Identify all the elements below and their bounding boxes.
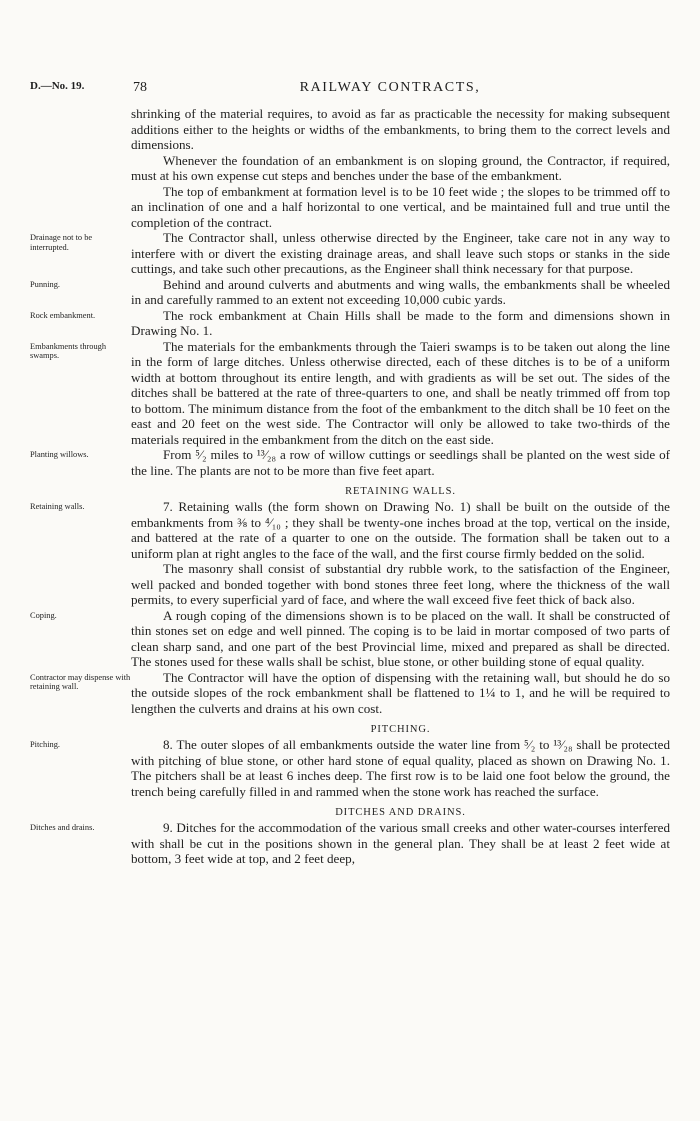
margin-note: Punning. xyxy=(30,279,61,289)
paragraph: 7. Retaining walls (the form shown on Drawing No. 1) shall be built on the outside of the embankments from ⅜ to ⁴⁄₁₀ ; they shall be twenty-one inches broad at the top, vertical on the inside, and battered at the rate of a quarter to one on the outside. The formation shall be taken out to a uniform plan at right angles to the face of the wall, and the first course firmly bedded on the solid. xyxy=(131,499,670,561)
paragraph: 8. The outer slopes of all embankments outside the water line from ⁵⁄₂ to ¹³⁄₂₈ shall be protected with pitching of blue stone, or other hard stone of equal quality, placed as shown on Drawing No. 1. The pitchers shall be at least 6 inches deep. The first row is to be laid one foot below the ground, the trench being carefully filled in and rammed when the stone work has reached the surface. xyxy=(131,737,670,799)
paragraph: 9. Ditches for the accommodation of the various small creeks and other water-courses interfered with shall be cut in the positions shown in the general plan. They shall be at least 2 feet wide at bottom, 3 feet wide at top, and 2 feet deep, xyxy=(131,820,670,866)
margin-note: Coping. xyxy=(30,610,57,620)
paragraph: Behind and around culverts and abutments and wing walls, the embankments shall be wheeled in and carefully rammed to an extent not exceeding 10,000 cubic yards. xyxy=(131,276,670,307)
section-heading: RETAINING WALLS. xyxy=(345,486,456,497)
margin-note: Rock embankment. xyxy=(30,310,96,320)
running-title: RAILWAY CONTRACTS, xyxy=(299,80,481,95)
margin-note: Pitching. xyxy=(30,740,61,749)
paragraph-row xyxy=(30,308,670,339)
paragraph: shrinking of the material requires, to avoid as far as practicable the necessity for making subsequent additions either to the heights or widths of the embankments, to bring them to the correct levels and dimensions. xyxy=(131,106,670,152)
margin-note: Contractor may dispense with retaining wall. xyxy=(30,672,131,692)
page-number: 78 xyxy=(133,80,147,95)
paragraph-row xyxy=(30,447,670,478)
section-heading: PITCHING. xyxy=(370,724,431,735)
paragraph-row xyxy=(30,561,670,608)
margin-note xyxy=(30,561,131,608)
margin-note xyxy=(30,153,131,184)
paragraph: The rock embankment at Chain Hills shall be made to the form and dimensions shown in Drawing No. 1. xyxy=(131,307,670,338)
paragraph-row xyxy=(30,339,670,448)
paragraph: The top of embankment at formation level is to be 10 feet wide ; the slopes to be trimmed off to an inclination of one and a half horizontal to one vertical, and be maintained full and true until the completion of the contract. xyxy=(131,183,670,230)
section-heading: DITCHES AND DRAINS. xyxy=(335,807,466,818)
paragraph-row xyxy=(30,499,670,561)
margin-note: Embankments through swamps. xyxy=(30,341,107,361)
margin-note xyxy=(30,106,131,153)
page-header xyxy=(30,80,670,100)
paragraph: The materials for the embankments through the Taieri swamps is to be taken out along the line in the form of large ditches. Unless otherwise directed, each of these ditches is to be of a uniform width at bottom throughout its entire length, and with gradients as will be set out. The sides of the ditches shall be battered at the rate of three-quarters to one, and shall be neatly trimmed off from top to bottom. The minimum distance from the foot of the embankment to the ditch shall be 10 feet on the east and 20 feet on the west side. The Contractor will only be allowed to take two-thirds of the materials required in the embankment from the ditch on the east side. xyxy=(131,338,670,447)
paragraph-row xyxy=(30,184,670,231)
margin-note: Retaining walls. xyxy=(30,502,85,511)
paragraph: Whenever the foundation of an embankment is on sloping ground, the Contractor, if required, must at his own expense cut steps and benches under the base of the embankment. xyxy=(131,152,670,183)
paragraph: From ⁵⁄₂ miles to ¹³⁄₂₈ a row of willow cuttings or seedlings shall be planted on the west side of the line. The plants are not to be more than five feet apart. xyxy=(131,447,670,478)
paragraph-row xyxy=(30,277,670,308)
paragraph: A rough coping of the dimensions shown is to be placed on the wall. It shall be constructed of thin stones set on edge and well pinned. The coping is to be laid in mortar composed of two parts of clean sharp sand, and one part of the best Provincial lime, mixed and prepared as shall be directed. The stones used for these walls shall be schist, blue stone, or other building stone of equal quality. xyxy=(131,607,670,669)
margin-note xyxy=(30,184,131,231)
margin-note: Drainage not to be interrupted. xyxy=(30,233,93,252)
paragraph: The masonry shall consist of substantial dry rubble work, to the satisfaction of the Engineer, well packed and bonded together with bond stones three feet long, where the thickness of the wall permits, to every superficial yard of face, and where the wall exceed five feet thick of back also. xyxy=(131,561,670,607)
paragraph-row xyxy=(30,737,670,799)
paragraph-row xyxy=(30,608,670,670)
paragraph: The Contractor will have the option of dispensing with the retaining wall, but should he do so the outside slopes of the rock embankment shall be flattened to 1¼ to 1, and he will be required to lengthen the culverts and drains at his own cost. xyxy=(131,669,670,716)
paragraph-row xyxy=(30,820,670,867)
paragraph-row xyxy=(30,670,670,717)
margin-note: Planting willows. xyxy=(30,450,89,459)
paragraph-row xyxy=(30,153,670,184)
page-body xyxy=(30,106,670,867)
paragraph: The Contractor shall, unless otherwise directed by the Engineer, take care not in any way to interfere with or divert the existing drainage areas, and shall leave such stops or stanks in the side cuttings, and take such other precautions, as the Engineer shall think necessary for that purpose. xyxy=(131,230,670,276)
document-reference: D.—No. 19. xyxy=(30,80,85,92)
margin-note: Ditches and drains. xyxy=(30,823,95,832)
paragraph-row xyxy=(30,230,670,277)
paragraph-row xyxy=(30,106,670,153)
